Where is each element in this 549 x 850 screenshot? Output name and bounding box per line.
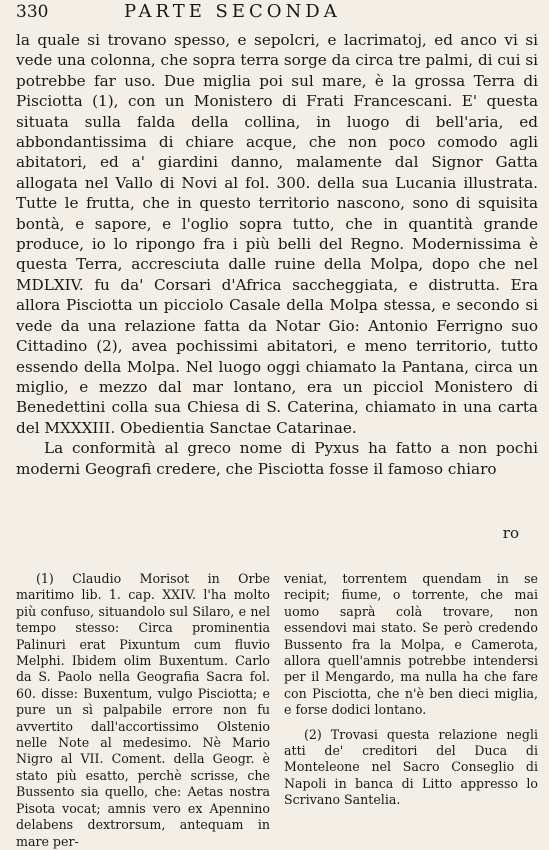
footnotes-left-column	[16, 571, 270, 850]
footnote-1: (1) Claudio Morisot in Orbe maritimo lib. 1. cap. XXIV. l'ha molto più confuso, situandolo sul Silaro, e nel tempo stesso: Circa prominentia Palinuri erat Pixuntum cum fluvio Melphi. Ibidem olim Buxentum. Carlo da S. Paolo nella Geografia Sacra fol. 60. disse: Buxentum, vulgo Pisciotta; e pure un sì palpabile errore non fu avvertito dall'accortissimo Olstenio nelle Note al medesimo. Nè Mario Nigro al VII. Coment. della Geogr. è stato più esatto, perchè scrisse, che Bussento sia quello, che: Aetas nostra Pisota vocat; amnis vero ex Apennino delabens dextrorsum, antequam in mare per-	[16, 571, 270, 849]
page-number: 330	[16, 2, 49, 22]
paragraph-1: la quale si trovano spesso, e sepolcri, e lacrimatoj, ed anco vi si vede una colonna, che sopra terra sorge da circa tre palmi, di cui si potrebbe far uso. Due miglia poi sul mare, è la grossa Terra di Pisciotta (1), con un Monistero di Frati Francescani. E' questa situata sulla falda della collina, in luogo di bell'aria, ed abbondantissima di chiare acque, che non poco comodo agli abitatori, ed a' giardini danno, malamente dal Signor Gatta allogata nel Vallo di Novi al fol. 300. della sua Lucania illustrata. Tutte le frutta, che in questo territorio nascono, sono di squisita bontà, e sapore, e l'oglio sopra tutto, che in quantità grande produce, io lo ripongo fra i più belli del Regno. Modernissima è questa Terra, accresciuta dalle ruine della Molpa, dopo che nel MDLXIV. fu da' Corsari d'Africa saccheggiata, e distrutta. Era allora Pisciotta un picciolo Casale della Molpa stessa, e secondo si vede da una relazione fatta da Notar Gio: Antonio Ferrigno suo Cittadino (2), avea pochissimi abitatori, e meno territorio, tutto essendo della Molpa. Nel luogo oggi chiamato la Pantana, circa un miglio, e mezzo dal mar lontano, era un picciol Monistero di Benedettini colla sua Chiesa di S. Caterina, chiamato in una carta del MXXXIII. Obedientia Sanctae Catarinae.	[16, 31, 538, 437]
main-text	[16, 30, 538, 479]
footnote-2: (2) Trovasi questa relazione negli atti de' creditori del Duca di Monteleone nel Sacro Conseglio di Napoli in banca di Litto appresso lo Scrivano Santelia.	[284, 726, 538, 808]
footnote-1-continuation: veniat, torrentem quendam in se recipit; fiume, o torrente, che mai uomo saprà colà trovare, non essendovi mai stato. Se però credendo Bussento fra la Molpa, e Camerota, allora quell'amnis potrebbe intendersi per il Mengardo, ma nulla ha che fare con Pisciotta, che n'è ben dieci miglia, e forse dodici lontano.	[284, 571, 538, 718]
paragraph-2: La conformità al greco nome di Pyxus ha fatto a non pochi moderni Geografi credere, che Pisciotta fosse il famoso chiaro	[16, 439, 538, 478]
page-header	[16, 2, 536, 26]
catchword: ro	[502, 524, 519, 542]
footnotes-right-column	[284, 571, 538, 809]
running-title: PARTE SECONDA	[124, 1, 341, 22]
